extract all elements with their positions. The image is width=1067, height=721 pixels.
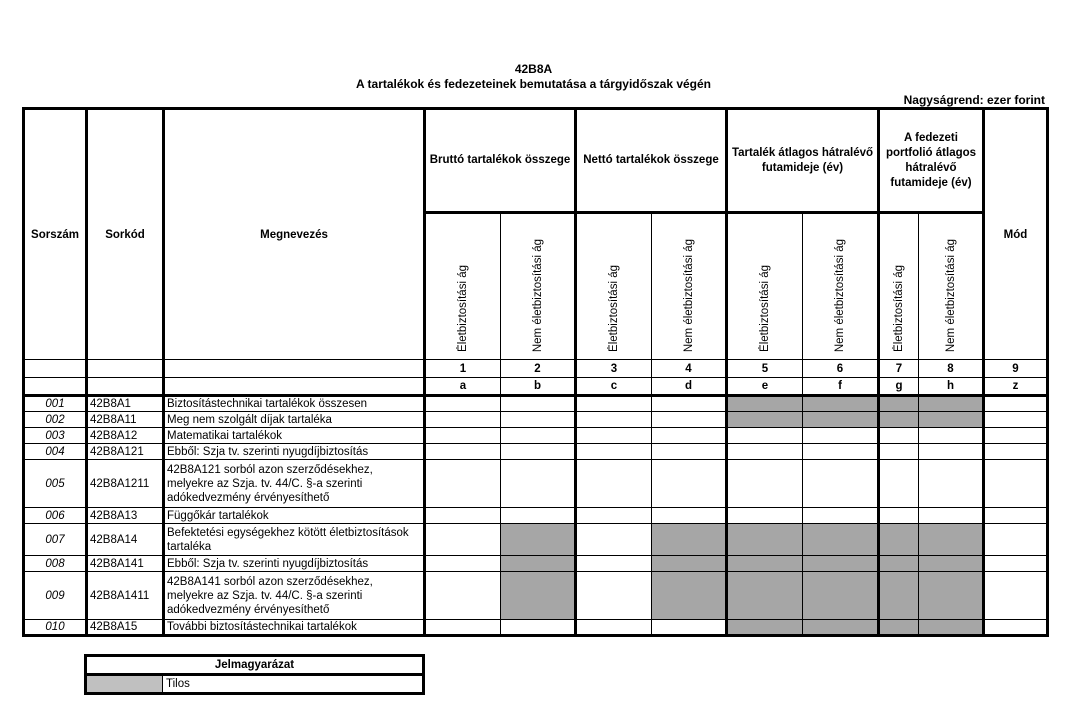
col-number: 6 [803,360,879,378]
col-header-mod: Mód [984,109,1048,360]
input-cell[interactable] [803,508,879,524]
input-cell[interactable] [501,460,576,508]
row-sorszam: 004 [24,444,87,460]
input-cell[interactable] [727,444,803,460]
forbidden-cell [879,572,919,620]
forbidden-cell [803,396,879,412]
forbidden-cell [727,620,803,636]
row-megnevezes: 42B8A141 sorból azon szerződésekhez, melyekre az Szja. tv. 44/C. §-a szerinti adókedvezmény érvényesíthető [164,572,425,620]
forbidden-cell [919,524,984,556]
col-letter: b [501,378,576,396]
row-sorszam: 007 [24,524,87,556]
form-title: A tartalékok és fedezeteinek bemutatása a tárgyidőszak végén [355,77,712,91]
row-megnevezes: Függőkár tartalékok [164,508,425,524]
row-sorszam: 005 [24,460,87,508]
forbidden-cell [727,524,803,556]
column-number-row [24,360,1048,378]
input-cell[interactable] [984,428,1048,444]
table-row [24,556,1048,572]
forbidden-cell [501,524,576,556]
input-cell[interactable] [576,508,652,524]
input-cell[interactable] [576,396,652,412]
input-cell[interactable] [984,396,1048,412]
row-megnevezes: Biztosítástechnikai tartalékok összesen [164,396,425,412]
column-letter-row [24,378,1048,396]
input-cell[interactable] [425,508,501,524]
forbidden-cell [652,572,727,620]
table-row [24,428,1048,444]
row-sorszam: 006 [24,508,87,524]
forbidden-cell [919,412,984,428]
input-cell[interactable] [879,444,919,460]
input-cell[interactable] [425,396,501,412]
col-header-megnevezes: Megnevezés [164,109,425,360]
input-cell[interactable] [425,572,501,620]
legend-label: Tilos [163,675,424,694]
input-cell[interactable] [803,444,879,460]
input-cell[interactable] [501,508,576,524]
input-cell[interactable] [576,556,652,572]
row-sorkod: 42B8A14 [87,524,164,556]
input-cell[interactable] [652,412,727,428]
input-cell[interactable] [501,444,576,460]
row-sorkod: 42B8A12 [87,428,164,444]
form-code: 42B8A [514,62,553,76]
col-number: 8 [919,360,984,378]
forbidden-cell [879,556,919,572]
col-header-sorszam: Sorszám [24,109,87,360]
legend-title: Jelmagyarázat [86,656,424,675]
table-row [24,444,1048,460]
input-cell[interactable] [576,412,652,428]
col-number: 7 [879,360,919,378]
input-cell[interactable] [652,460,727,508]
row-megnevezes: Befektetési egységekhez kötött életbiztosítások tartaléka [164,524,425,556]
row-megnevezes: További biztosítástechnikai tartalékok [164,620,425,636]
row-sorszam: 008 [24,556,87,572]
col-number: 1 [425,360,501,378]
input-cell[interactable] [919,508,984,524]
sub-header-nonlife-4: Nem életbiztosítási ág [652,213,727,360]
input-cell[interactable] [576,460,652,508]
col-letter: d [652,378,727,396]
forbidden-cell [879,524,919,556]
table-row [24,412,1048,428]
forbidden-cell [501,556,576,572]
table-body [24,396,1048,636]
forbidden-cell [919,396,984,412]
forbidden-cell [652,556,727,572]
input-cell[interactable] [984,556,1048,572]
forbidden-cell [803,572,879,620]
input-cell[interactable] [879,428,919,444]
input-cell[interactable] [425,412,501,428]
input-cell[interactable] [727,428,803,444]
reserves-table [22,107,1049,637]
input-cell[interactable] [425,524,501,556]
row-sorkod: 42B8A15 [87,620,164,636]
col-letter: h [919,378,984,396]
col-letter: a [425,378,501,396]
col-number: 5 [727,360,803,378]
input-cell[interactable] [879,508,919,524]
sub-header-life-1: Életbiztosítási ág [425,213,501,360]
forbidden-cell [803,556,879,572]
input-cell[interactable] [984,444,1048,460]
group-header-fedezeti-futamido: A fedezeti portfolió átlagos hátralévő futamideje (év) [879,109,984,213]
legend [84,654,425,695]
input-cell[interactable] [576,572,652,620]
forbidden-cell [652,524,727,556]
input-cell[interactable] [425,444,501,460]
input-cell[interactable] [425,556,501,572]
input-cell[interactable] [727,508,803,524]
col-letter: z [984,378,1048,396]
input-cell[interactable] [652,508,727,524]
input-cell[interactable] [984,524,1048,556]
row-sorszam: 010 [24,620,87,636]
input-cell[interactable] [652,444,727,460]
group-header-netto: Nettó tartalékok összege [576,109,727,213]
col-header-sorkod: Sorkód [87,109,164,360]
row-sorkod: 42B8A11 [87,412,164,428]
row-sorkod: 42B8A1211 [87,460,164,508]
sub-header-nonlife-6: Nem életbiztosítási ág [803,213,879,360]
input-cell[interactable] [501,620,576,636]
input-cell[interactable] [425,428,501,444]
col-number: 2 [501,360,576,378]
row-sorszam: 003 [24,428,87,444]
table-row [24,508,1048,524]
unit-label: Nagyságrend: ezer forint [903,93,1045,107]
input-cell[interactable] [803,460,879,508]
col-number: 9 [984,360,1048,378]
input-cell[interactable] [984,620,1048,636]
input-cell[interactable] [919,460,984,508]
forbidden-cell [919,620,984,636]
legend-swatch [86,675,163,694]
input-cell[interactable] [501,428,576,444]
input-cell[interactable] [984,572,1048,620]
row-megnevezes: 42B8A121 sorból azon szerződésekhez, melyekre az Szja. tv. 44/C. §-a szerinti adókedvezmény érvényesíthető [164,460,425,508]
input-cell[interactable] [984,508,1048,524]
forbidden-cell [727,412,803,428]
row-sorszam: 002 [24,412,87,428]
table-row [24,572,1048,620]
sub-header-life-7: Életbiztosítási ág [879,213,919,360]
row-sorkod: 42B8A121 [87,444,164,460]
row-sorkod: 42B8A13 [87,508,164,524]
forbidden-cell [803,524,879,556]
sub-header-life-3: Életbiztosítási ág [576,213,652,360]
table-row [24,524,1048,556]
input-cell[interactable] [576,620,652,636]
col-letter: c [576,378,652,396]
sub-header-nonlife-2: Nem életbiztosítási ág [501,213,576,360]
forbidden-cell [727,572,803,620]
input-cell[interactable] [501,396,576,412]
row-megnevezes: Matematikai tartalékok [164,428,425,444]
forbidden-cell [803,412,879,428]
table-row [24,396,1048,412]
row-sorkod: 42B8A141 [87,556,164,572]
sub-header-nonlife-8: Nem életbiztosítási ág [919,213,984,360]
input-cell[interactable] [576,428,652,444]
sub-header-life-5: Életbiztosítási ág [727,213,803,360]
input-cell[interactable] [652,428,727,444]
group-header-tartalek-futamido: Tartalék átlagos hátralévő futamideje (év) [727,109,879,213]
forbidden-cell [919,556,984,572]
forbidden-cell [501,572,576,620]
forbidden-cell [727,396,803,412]
input-cell[interactable] [652,396,727,412]
table-row [24,460,1048,508]
input-cell[interactable] [425,460,501,508]
input-cell[interactable] [984,412,1048,428]
col-number: 4 [652,360,727,378]
row-sorkod: 42B8A1411 [87,572,164,620]
input-cell[interactable] [984,460,1048,508]
input-cell[interactable] [652,620,727,636]
input-cell[interactable] [501,412,576,428]
input-cell[interactable] [879,460,919,508]
input-cell[interactable] [727,460,803,508]
group-header-brutto: Bruttó tartalékok összege [425,109,576,213]
forbidden-cell [727,556,803,572]
col-letter: f [803,378,879,396]
input-cell[interactable] [919,444,984,460]
forbidden-cell [803,620,879,636]
row-sorkod: 42B8A1 [87,396,164,412]
input-cell[interactable] [803,428,879,444]
col-letter: g [879,378,919,396]
forbidden-cell [879,412,919,428]
input-cell[interactable] [919,428,984,444]
col-letter: e [727,378,803,396]
forbidden-cell [879,620,919,636]
row-megnevezes: Meg nem szolgált díjak tartaléka [164,412,425,428]
row-sorszam: 009 [24,572,87,620]
row-megnevezes: Ebből: Szja tv. szerinti nyugdíjbiztosítás [164,556,425,572]
forbidden-cell [919,572,984,620]
forbidden-cell [879,396,919,412]
input-cell[interactable] [576,524,652,556]
input-cell[interactable] [425,620,501,636]
table-row [24,620,1048,636]
row-megnevezes: Ebből: Szja tv. szerinti nyugdíjbiztosítás [164,444,425,460]
input-cell[interactable] [576,444,652,460]
col-number: 3 [576,360,652,378]
row-sorszam: 001 [24,396,87,412]
